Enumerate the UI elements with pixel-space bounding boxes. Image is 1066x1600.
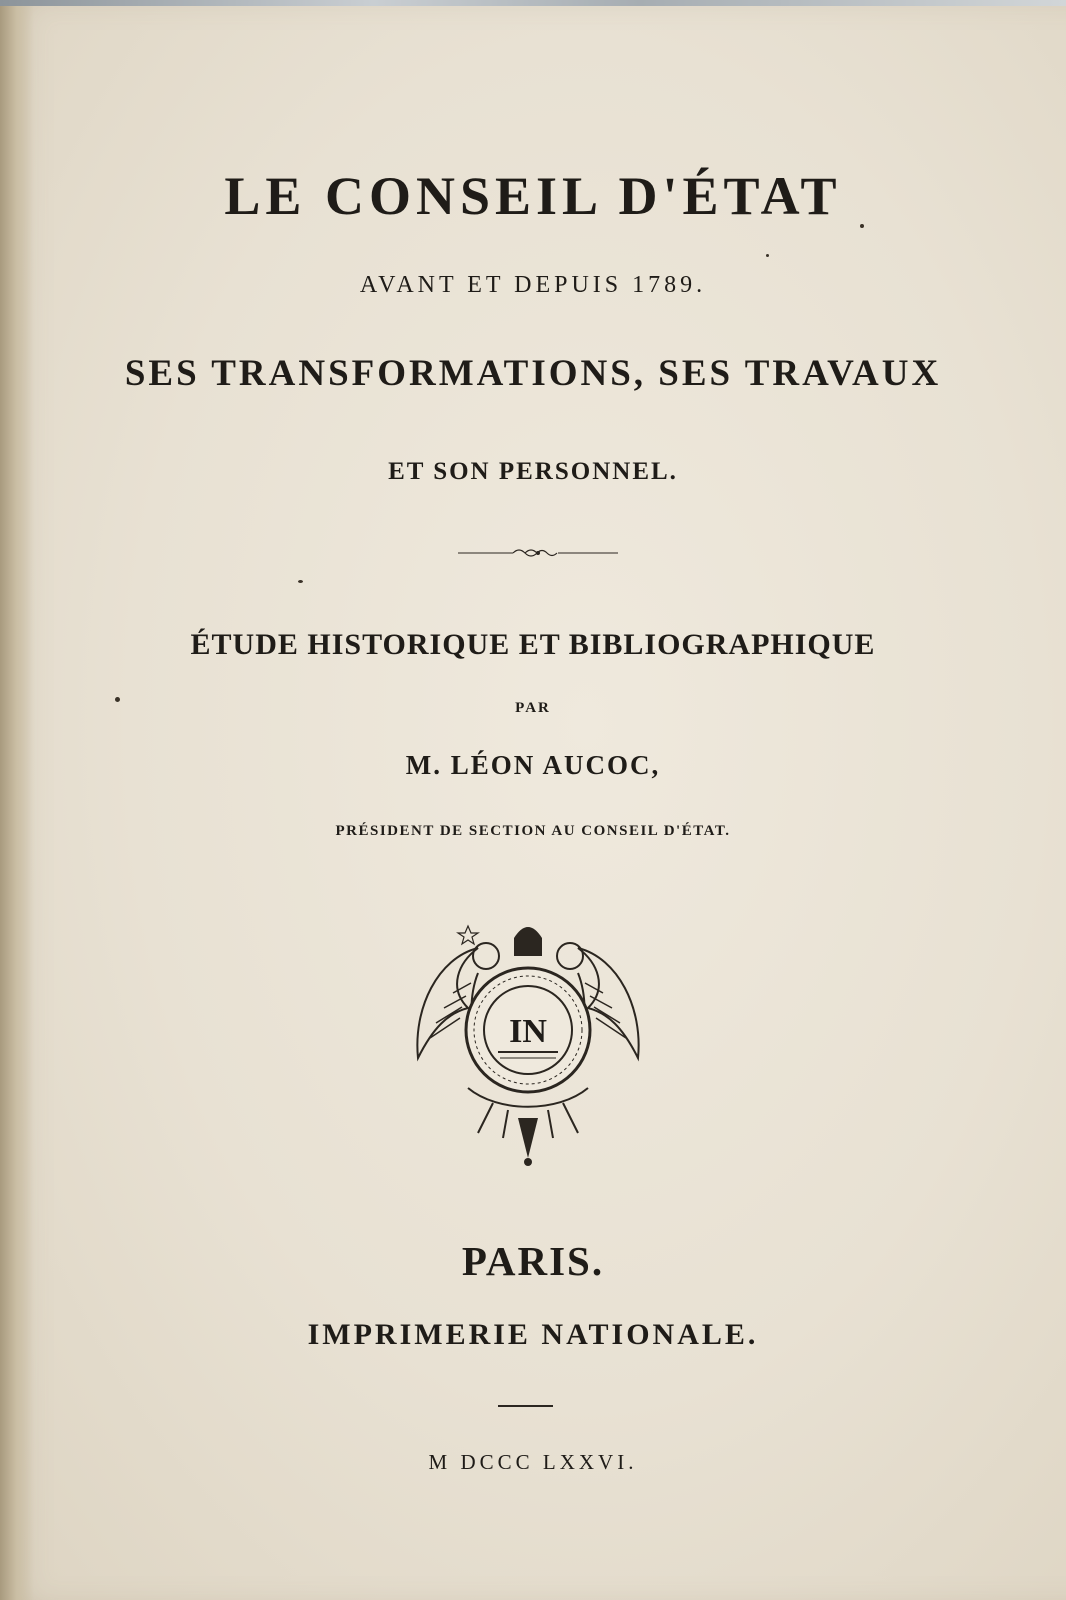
spine-shadow (0, 6, 34, 1600)
paper-speck (766, 254, 769, 257)
publication-city: PARIS. (461, 1238, 605, 1284)
by-label: PAR (515, 700, 551, 716)
short-rule (498, 1405, 553, 1407)
author-name: M. LÉON AUCOC, (405, 750, 661, 780)
ornament-divider (458, 544, 618, 562)
seal-monogram: IN (509, 1013, 547, 1050)
book-title: LE CONSEIL D'ÉTAT (224, 166, 842, 226)
author-title: PRÉSIDENT DE SECTION AU CONSEIL D'ÉTAT. (335, 823, 731, 839)
paper-speck (298, 580, 303, 583)
study-heading: ÉTUDE HISTORIQUE ET BIBLIOGRAPHIQUE (190, 628, 876, 661)
imprimerie-seal-emblem (408, 918, 648, 1168)
publication-year: M DCCC LXXVI. (428, 1450, 638, 1474)
subtitle-transformations: SES TRANSFORMATIONS, SES TRAVAUX (124, 353, 942, 394)
book-page (0, 6, 1066, 1600)
paper-speck (860, 224, 864, 228)
paper-speck (115, 697, 120, 702)
subtitle-personnel: ET SON PERSONNEL. (388, 458, 678, 485)
subtitle-dates: AVANT ET DEPUIS 1789. (359, 272, 707, 298)
publisher-name: IMPRIMERIE NATIONALE. (307, 1318, 759, 1351)
